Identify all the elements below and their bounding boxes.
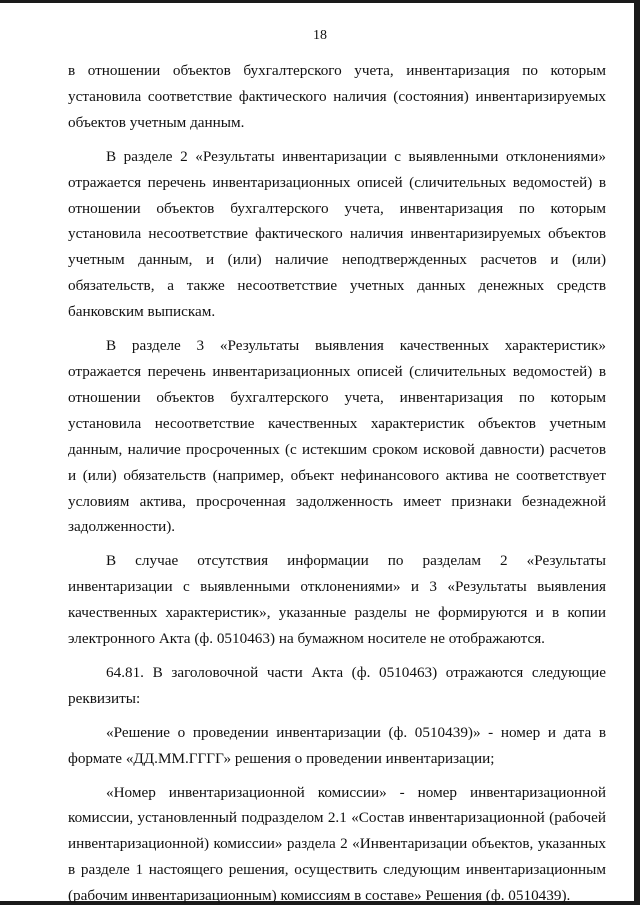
- page-number: 18: [313, 28, 327, 43]
- scan-border-right: [634, 0, 640, 905]
- paragraph-section-2: В разделе 2 «Результаты инвентаризации с выявленными отклонениями» отражается перечень инвентаризационных описей (сличительных ведомостей) в отношении объектов бухгалтерского учета, инвентаризация по которым установила несоответствие фактического наличия инвентаризируемых объектов учетным данным, и (или) наличие неподтвержденных расчетов и (или) обязательств, а также несоответствие учетных данных денежных средств банковским выпискам.: [68, 147, 606, 321]
- scan-border-top: [0, 0, 640, 3]
- document-body: [68, 58, 606, 917]
- paragraph-section-3: В разделе 3 «Результаты выявления качественных характеристик» отражается перечень инвентаризационных описей (сличительных ведомостей) в отношении объектов бухгалтерского учета, инвентаризация по которым установила несоответствие качественных характеристик объектов учетным данным, наличие просроченных (с истекшим сроком исковой давности) расчетов и (или) обязательств (например, объект нефинансового актива не соответствует условиям актива, просроченная задолженность имеет признаки безнадежной задолженности).: [68, 337, 606, 536]
- paragraph-commission-number: «Номер инвентаризационной комиссии» - номер инвентаризационной комиссии, установленный подразделом 2.1 «Состав инвентаризационной (рабочей инвентаризационной) комиссии» раздела 2 «Инвентаризации объектов, указанных в разделе 1 настоящего решения, осуществить следующим инвентаризационным (рабочим инвентаризационным) комиссиям в составе» Решения (ф. 0510439).: [68, 783, 606, 905]
- paragraph-absence-of-info: В случае отсутствия информации по разделам 2 «Результаты инвентаризации с выявленными отклонениями» и 3 «Результаты выявления качественных характеристик», указанные разделы не формируются и в копии электронного Акта (ф. 0510463) на бумажном носителе не отображаются.: [68, 552, 606, 648]
- paragraph-continuation: в отношении объектов бухгалтерского учета, инвентаризация по которым установила соответствие фактического наличия (состояния) инвентаризируемых объектов учетным данным.: [68, 62, 606, 131]
- paragraph-decision-requisite: «Решение о проведении инвентаризации (ф. 0510439)» - номер и дата в формате «ДД.ММ.ГГГГ» решения о проведении инвентаризации;: [68, 723, 606, 767]
- paragraph-64-81: 64.81. В заголовочной части Акта (ф. 0510463) отражаются следующие реквизиты:: [68, 663, 606, 707]
